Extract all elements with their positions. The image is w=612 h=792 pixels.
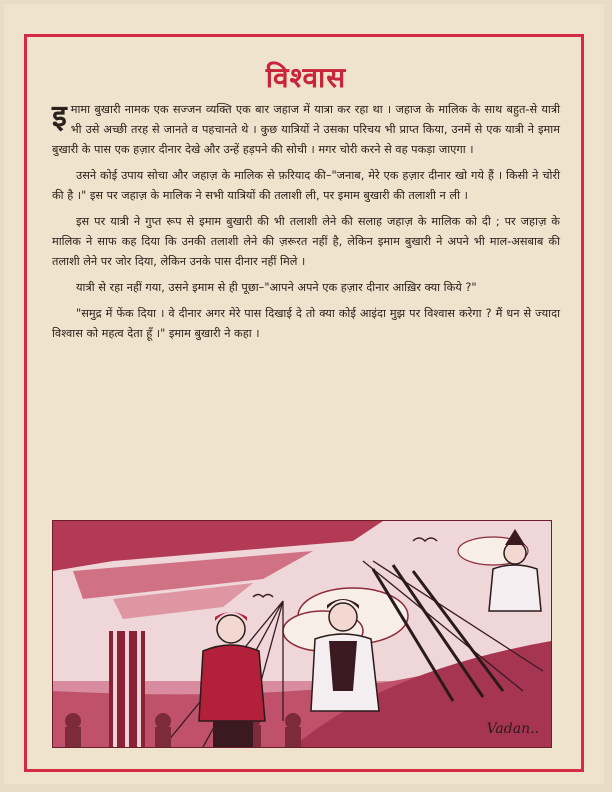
story-text xyxy=(52,100,560,350)
artist-signature: Vadan.. xyxy=(486,721,539,737)
ship-illustration xyxy=(52,520,552,748)
paragraph-5: "समुद्र में फेंक दिया । वे दीनार अगर मेरे पास दिखाई दे तो क्या कोई आइंदा मुझ पर विश्वास करेगा ? मैं धन से ज्यादा विश्वास को महत्व देता हूँ ।" इमाम बुखारी ने कहा । xyxy=(52,307,560,340)
paragraph-3: इस पर यात्री ने गुप्त रूप से इमाम बुखारी की भी तलाशी लेने की सलाह जहाज़ के मालिक को दी ; पर जहाज़ के मालिक ने साफ कह दिया कि उनकी तलाशी लेने की ज़रूरत नहीं है, लेकिन इमाम बुखारी ने अपने भी माल-असबाब की तलाशी लेने पर जोर दिया, लेकिन उनके पास दीनार नहीं मिले । xyxy=(52,215,560,268)
drop-cap: इ xyxy=(52,99,67,134)
paragraph-1 xyxy=(52,100,560,160)
paragraph-1-text: मामा बुखारी नामक एक सज्जन व्यक्ति एक बार जहाज में यात्रा कर रहा था । जहाज के मालिक के साथ बहुत-से यात्री भी उसे अच्छी तरह से जानते व पहचानते थे । कुछ यात्रियों ने उसका परिचय भी प्राप्त किया, उनमें से एक यात्री ने इमाम बुखारी के पास एक हज़ार दीनार देखे और उन्हें हड़पने की सोची । मगर चोरी करने से वह पकड़ा जाएगा । xyxy=(52,103,560,156)
paragraph-4: यात्री से रहा नहीं गया, उसने इमाम से ही पूछा–"आपने अपने एक हज़ार दीनार आख़िर क्या किये ?" xyxy=(76,281,477,294)
story-title: विश्वास xyxy=(265,61,347,94)
ship-scene-drawing xyxy=(53,521,551,747)
paragraph-2: उसने कोई उपाय सोचा और जहाज़ के मालिक से फ़रियाद की–"जनाब, मेरे एक हज़ार दीनार खो गये हैं । किसी ने चोरी की है ।" इस पर जहाज़ के मालिक ने सभी यात्रियों की तलाशी ली, पर इमाम बुखारी की तलाशी न ली । xyxy=(52,169,560,202)
